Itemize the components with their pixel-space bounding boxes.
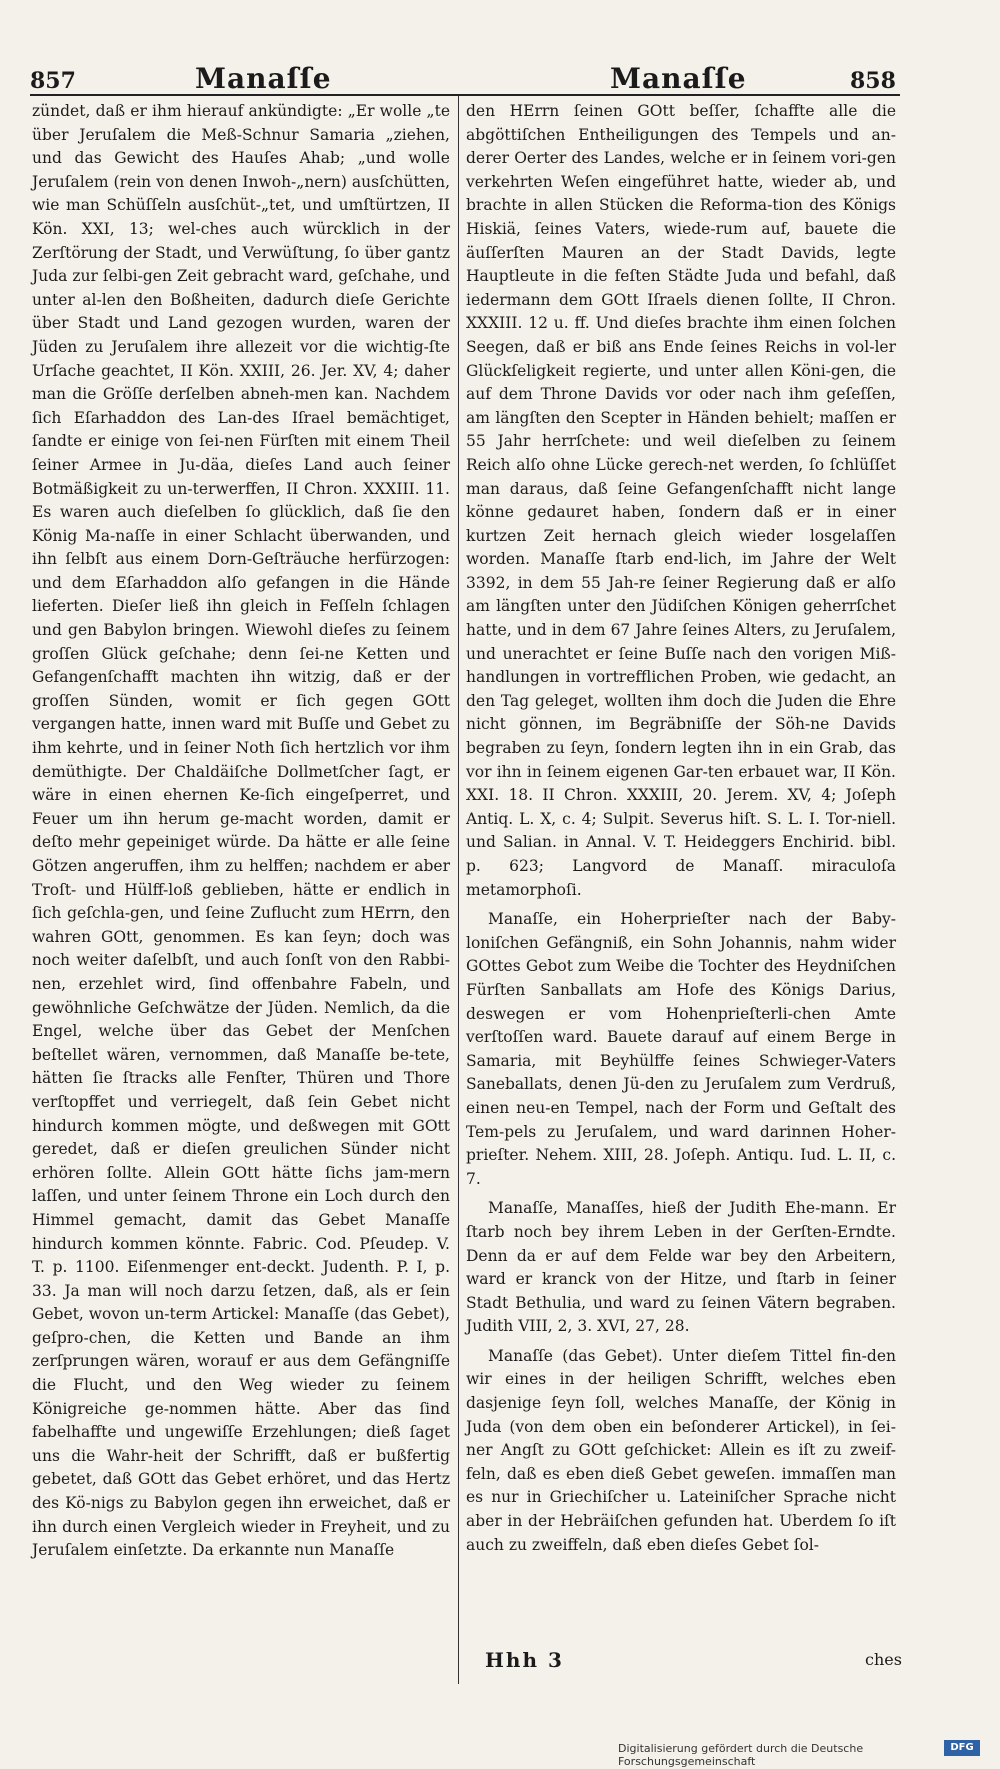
header-rule bbox=[30, 94, 900, 96]
running-header-right: Manaſſe bbox=[610, 62, 747, 95]
entry-manasse-high-priest: Manaſſe, ein Hoherprieſter nach der Baby-loniſchen Gefängniß, ein Sohn Johannis, nahm wider GOttes Gebot zum Weibe die Tochter des Heydniſchen Fürſten Sanballats am Hofe des Königs Darius, deswegen er vom Hohenprieſterli-chen Amte verſtoſſen ward. Bauete darauf auf einem Berge in Samaria, mit Beyhülffe ſeines Schwieger-Vaters Saneballats, denen Jü-den zu Jeruſalem zum Verdruß, einen neu-en Tempel, nach der Form und Geſtalt des Tem-pels zu Jeruſalem, und ward darinnen Hoher-prieſter. Nehem. XIII, 28. Joſeph. Antiqu. Iud. L. II, c. 7. bbox=[466, 910, 896, 1188]
right-column bbox=[466, 100, 896, 1557]
page-number-right: 858 bbox=[850, 68, 896, 94]
page-number-left: 857 bbox=[30, 68, 76, 94]
catchword: ches bbox=[865, 1650, 902, 1669]
digitization-footer: Digitalisierung gefördert durch die Deutsche Forschungsgemeinschaft bbox=[618, 1742, 864, 1768]
right-paragraph: den HErrn ſeinen GOtt beſſer, ſchaffte alle die abgöttiſchen Entheiligungen des Tempels und an-derer Oerter des Landes, welche er in ſeinem vori-gen verkehrten Weſen eingeführet hatte, wieder ab, und brachte in allen Stücken die Reforma-tion des Königs Hiskiä, ſeines Vaters, wiede-rum auf, bauete die äuſſerſten Mauren an der Stadt Davids, legte Hauptleute in die feſten Städte Juda und befahl, daß iedermann dem GOtt Iſraels dienen ſollte, II Chron. XXXIII. 12 u. ff. Und dieſes brachte ihm einen ſolchen Seegen, daß er biß ans Ende ſeines Reichs in vol-ler Glückſeligkeit regierte, und unter allen Köni-gen, die auf dem Throne Davids vor oder nach ihm geſeſſen, am längſten den Scepter in Händen behielt; maſſen er 55 Jahr herrſchete: und weil dieſelben zu ſeinem Reich alſo ohne Lücke gerech-net werden, ſo ſchlüſſet man daraus, daß ſeine Gefangenſchafft nicht lange könne gedauret haben, ſondern daß er in einer kurtzen Zeit hernach gleich wieder losgelaſſen worden. Manaſſe ſtarb end-lich, im Jahre der Welt 3392, in dem 55 Jah-re ſeiner Regierung daß er alſo am längſten unter den Jüdiſchen Königen geherrſchet hatte, und in dem 67 Jahre ſeines Alters, zu Jeruſalem, und unerachtet er ſeine Buſſe nach den vorigen Miß-handlungen in vortrefflichen Proben, wie gedacht, an den Tag geleget, wollten ihm doch die Juden die Ehre nicht gönnen, im Begräbniſſe der Söh-ne Davids begraben zu ſeyn, ſondern legten ihn in ein Grab, das vor ihn in ſeinem eigenen Gar-ten erbauet war, II Kön. XXI. 18. II Chron. XXXIII, 20. Jerem. XV, 4; Joſeph Antiq. L. X, c. 4; Sulpit. Severus hiſt. S. L. I. Tor-niell. und Salian. in Annal. V. T. Heideggers Enchirid. bibl. p. 623; Langvord de Manaſſ. miraculoſa metamorphoſi. bbox=[466, 102, 896, 899]
running-header-left: Manaſſe bbox=[195, 62, 332, 95]
dfg-logo: DFG bbox=[944, 1740, 980, 1756]
column-divider bbox=[458, 96, 459, 1684]
signature-mark: Hhh 3 bbox=[485, 1648, 564, 1672]
left-paragraph: zündet, daß er ihm hierauf ankündigte: „Er wolle „te über Jeruſalem die Meß-Schnur Samaria „ziehen, und das Gewicht des Hauſes Ahab; „und wolle Jeruſalem (rein von denen Inwoh-„nern) ausſchütten, wie man Schüſſeln ausſchüt-„tet, und umſtürtzen, II Kön. XXI, 13; wel-ches auch würcklich in der Zerſtörung der Stadt, und Verwüſtung, ſo über gantz Juda zur ſelbi-gen Zeit gebracht ward, geſchahe, und unter al-len den Boßheiten, dadurch dieſe Gerichte über Stadt und Land gezogen wurden, waren der Jüden zu Jeruſalem ihre allezeit vor die wichtig-ſte Urſache geachtet, II Kön. XXIII, 26. Jer. XV, 4; daher man die Gröſſe derſelben abneh-men kan. Nachdem ſich Eſarhaddon des Lan-des Iſrael bemächtiget, ſandte er einige von ſei-nen Fürſten mit einem Theil ſeiner Armee in Ju-däa, dieſes Land auch ſeiner Botmäßigkeit zu un-terwerffen, II Chron. XXXIII. 11. Es waren auch dieſelben ſo glücklich, daß ſie den König Ma-naſſe in einer Schlacht überwanden, und ihn ſelbſt aus einem Dorn-Geſträuche herfürzogen: und dem Eſarhaddon alſo gefangen in die Hände lieferten. Dieſer ließ ihn gleich in Feſſeln ſchlagen und gen Babylon bringen. Wiewohl dieſes zu ſeinem groſſen Glück geſchahe; denn ſei-ne Ketten und Gefangenſchafft machten ihn witzig, daß er der groſſen Sünden, womit er ſich gegen GOtt vergangen hatte, innen ward mit Buſſe und Gebet zu ihm kehrte, und in ſeiner Noth ſich hertzlich vor ihm demüthigte. Der Chaldäiſche Dollmetſcher ſagt, er wäre in einen ehernen Ke-ſich eingeſperret, und Feuer um ihn herum ge-macht worden, damit er deſto mehr gepeiniget würde. Da hätte er alle ſeine Götzen angeruffen, ihm zu helffen; nachdem er aber Troſt- und Hülff-loß geblieben, hätte er endlich in ſich geſchla-gen, und ſeine Zuflucht zum HErrn, den wahren GOtt, genommen. Es kan ſeyn; doch was noch weiter daſelbſt, und auch ſonſt von den Rabbi-nen, erzehlet wird, ſind offenbahre Fabeln, und gewöhnliche Geſchwätze der Jüden. Nemlich, da die Engel, welche über das Gebet der Menſchen beſtellet wären, vernommen, daß Manaſſe be-tete, hätten ſie ſtracks alle Fenſter, Thüren und Thore verſtopffet und verriegelt, daß ſein Gebet nicht hindurch kommen mögte, und deßwegen mit GOtt geredet, daß er dieſen greulichen Sünder nicht erhören ſollte. Allein GOtt hätte ſichs jam-mern laſſen, und unter ſeinem Throne ein Loch durch den Himmel gemacht, damit das Gebet Manaſſe hindurch kommen könnte. Fabric. Cod. Pſeudep. V. T. p. 1100. Eiſenmenger ent-deckt. Judenth. P. I, p. 33. Ja man will noch darzu ſetzen, daß, als er ſein Gebet, wovon un-term Artickel: Manaſſe (das Gebet), geſpro-chen, die Ketten und Bande an ihm zerſprungen wären, worauf er aus dem Gefängniſſe die Flucht, und den Weg wieder zu ſeinem Königreiche ge-nommen hätte. Aber das ſind fabelhaffte und ungewiſſe Erzehlungen; dieß ſaget uns die Wahr-heit der Schrifft, daß er bußfertig gebetet, daß GOtt das Gebet erhöret, und das Hertz des Kö-nigs zu Babylon gegen ihn erweichet, daß er ihn durch einen Vergleich wieder in Freyheit, und zu Jeruſalem einſetzte. Da erkannte nun Manaſſe bbox=[32, 102, 450, 1560]
entry-manasse-husband-judith: Manaſſe, Manaſſes, hieß der Judith Ehe-mann. Er ſtarb noch bey ihrem Leben in der Gerſten-Erndte. Denn da er auf dem Felde war bey den Arbeitern, ward er kranck von der Hitze, und ſtarb in ſeiner Stadt Bethulia, und ward zu ſeinen Vätern begraben. Judith VIII, 2, 3. XVI, 27, 28. bbox=[466, 1199, 896, 1336]
entry-manasse-prayer: Manaſſe (das Gebet). Unter dieſem Tittel fin-den wir eines in der heiligen Schrifft, welches eben dasjenige ſeyn ſoll, welches Manaſſe, der König in Juda (von dem oben ein beſonderer Artickel), in ſei-ner Angſt zu GOtt geſchicket: Allein es iſt zu zweif-feln, daß es eben dieß Gebet geweſen. immaſſen man es nur in Griechiſcher u. Lateiniſcher Sprache nicht aber in der Hebräiſchen gefunden hat. Uberdem ſo iſt auch zu zweiffeln, daß eben dieſes Gebet ſol- bbox=[466, 1346, 896, 1554]
left-column bbox=[32, 100, 450, 1563]
